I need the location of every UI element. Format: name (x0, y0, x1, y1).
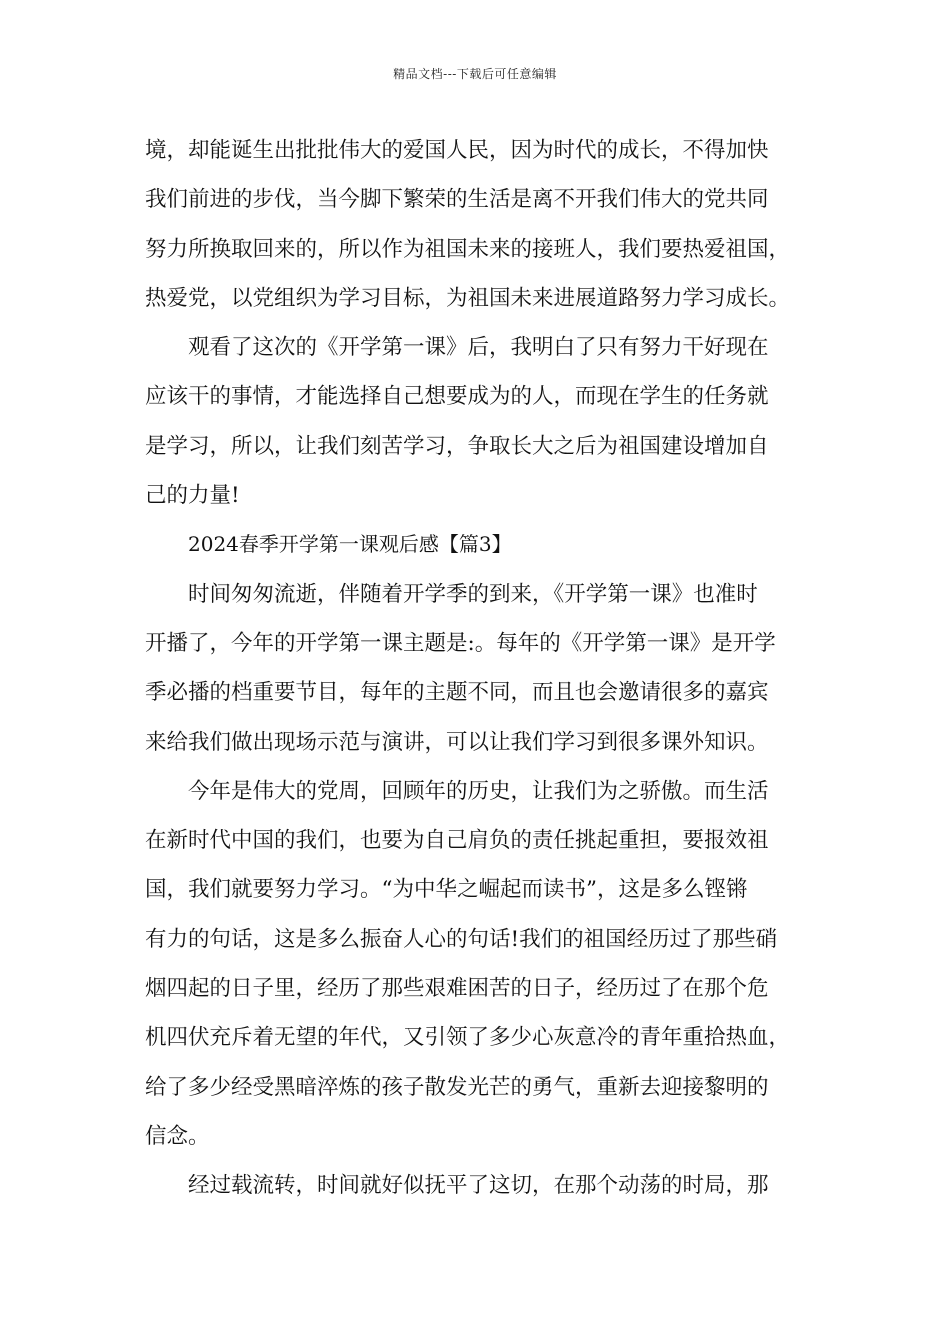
text-line-2: 我们前进的步伐，当今脚下繁荣的生活是离不开我们伟大的党共同 (145, 187, 769, 213)
text-line-20: 给了多少经受黑暗淬炼的孩子散发光芒的勇气，重新去迎接黎明的 (145, 1074, 769, 1100)
paragraph-start-line-10: 时间匆匆流逝，伴随着开学季的到来，《开学第一课》也准时 (188, 581, 758, 607)
text-line-7: 是学习，所以，让我们刻苦学习，争取长大之后为祖国建设增加自 (145, 433, 769, 459)
text-line-3: 努力所换取回来的，所以作为祖国未来的接班人，我们要热爱祖国， (145, 236, 791, 262)
paragraph-start-line-22: 经过载流转，时间就好似抚平了这切，在那个动荡的时局，那 (188, 1173, 769, 1199)
paragraph-start-line-5: 观看了这次的《开学第一课》后，我明白了只有努力干好现在 (188, 335, 769, 361)
section-heading: 2024春季开学第一课观后感【篇3】 (188, 532, 512, 557)
paragraph-start-line-14: 今年是伟大的党周，回顾年的历史，让我们为之骄傲。而生活 (188, 778, 769, 804)
text-line-15: 在新时代中国的我们，也要为自己肩负的责任挑起重担，要报效祖 (145, 828, 769, 854)
text-line-12: 季必播的档重要节目，每年的主题不同，而且也会邀请很多的嘉宾 (145, 680, 769, 706)
text-line-18: 烟四起的日子里，经历了那些艰难困苦的日子，经历过了在那个危 (145, 976, 769, 1002)
text-line-13: 来给我们做出现场示范与演讲，可以让我们学习到很多课外知识。 (145, 729, 769, 755)
text-line-17: 有力的句话，这是多么振奋人心的句话!我们的祖国经历过了那些硝 (145, 926, 778, 952)
text-line-8: 己的力量! (145, 483, 240, 509)
text-line-1: 境，却能诞生出批批伟大的爱国人民，因为时代的成长，不得加快 (145, 138, 769, 163)
text-line-6: 应该干的事情，才能选择自己想要成为的人，而现在学生的任务就 (145, 384, 769, 410)
page-header: 精品文档---下载后可任意编辑 (393, 67, 557, 81)
text-line-19: 机四伏充斥着无望的年代，又引领了多少心灰意冷的青年重拾热血， (145, 1025, 791, 1051)
document-body (145, 126, 817, 1211)
text-line-21: 信念。 (145, 1123, 210, 1149)
text-line-4: 热爱党，以党组织为学习目标，为祖国未来进展道路努力学习成长。 (145, 285, 791, 311)
text-line-11: 开播了，今年的开学第一课主题是:。每年的《开学第一课》是开学 (145, 630, 776, 656)
text-line-16: 国，我们就要努力学习。“为中华之崛起而读书”，这是多么铿锵 (145, 877, 748, 903)
